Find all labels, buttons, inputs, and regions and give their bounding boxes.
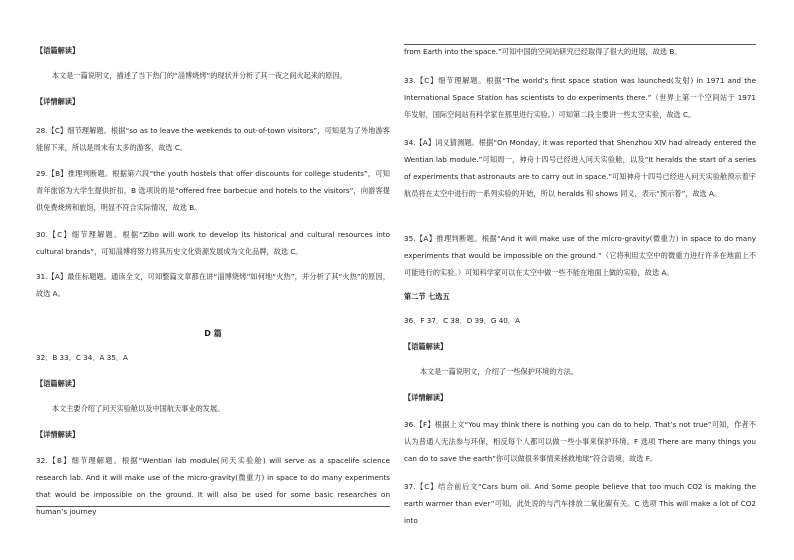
detail-heading-2: 【详情解读】 xyxy=(404,393,448,402)
answer-30: 30.【C】细节理解题。根据“Zibo will work to develop its historical and cultural resources into cultural brands”，可知淄博将努力将其历史文化资源发展成为文化品牌，故选 C。 xyxy=(36,230,390,256)
passage-summary-2: 本文是一篇说明文，介绍了一些保护环境的方法。 xyxy=(419,367,578,376)
passage-summary-heading-d: 【语篇解读】 xyxy=(36,379,80,388)
passage-summary-heading-2: 【语篇解读】 xyxy=(404,342,448,351)
answer-29: 29.【B】推理判断题。根据第六段“the youth hostels that offer discounts for college students”，可知青年旅馆为大学生提供折扣，B 选项说的是“offered free barbecue and hotels to the visitors”，向游客提供免费烧烤和旅馆，明显不符合实际情况，故选 B。 xyxy=(36,169,390,212)
answer-32: 32.【B】细节理解题。根据“Wentian lab module(问天实验舱) will serve as a spacelife science research lab. And it will make use of the micro-gravity(微重力) in space to do many experiments that would be impossible on the ground. It will also be used for some basic researches on human’s journey xyxy=(36,456,390,516)
passage-summary-d: 本文主要介绍了问天实验舱以及中国航天事业的发展。 xyxy=(51,404,225,413)
answer-28: 28.【C】细节理解题。根据“so as to leave the weekends to out-of-town visitors”，可知是为了外地游客能留下来，所以是周末有太多的游客，故选 C。 xyxy=(36,126,390,152)
passage-summary: 本文是一篇说明文，描述了当下热门的“淄博烧烤”的现状并分析了其一夜之间火起来的原因。 xyxy=(51,71,347,80)
section2-title: 第二节 七选五 xyxy=(404,292,450,301)
answer-35: 35.【A】推理判断题。根据“And it will make use of the micro-gravity(微重力) in space to do many experiments that would be impossible on the ground.”（它将利用太空中的微重力进行许多在地面上不可能进行的实验。）可知科学家可以在太空中做一些不能在地面上做的实验，故选 A。 xyxy=(404,234,756,277)
answer-key-section2: 36．F 37．C 38．D 39．G 40．A xyxy=(404,316,520,325)
answer-33: 33.【C】细节理解题。根据“The world’s first space station was launched(发射) in 1971 and the International Space Station has scientists to do experiments there.”（世界上第一个空间站于 1971 年发射，国际空间站有科学家在那里进行实验。）可知第二段主要讲一些太空实验，故选 C。 xyxy=(404,76,756,119)
section-d-title: D 篇 xyxy=(204,329,222,338)
answer-31: 31.【A】最佳标题题。通读全文，可知整篇文章都在讲“淄博烧烤”如何地“火热”，并分析了其“火热”的原因，故选 A。 xyxy=(36,272,390,298)
answer-34: 34.【A】词义猜测题。根据“On Monday, it was reported that Shenzhou XIV had already entered the Wentian lab module.”可知周一，神舟十四号已经进入问天实验舱，以及“It heralds the start of a series of experiments that astronauts are to carry out in space.”可知神舟十四号已经进入问天实验舱预示着宇航员将在太空中进行的一系列实验的开始，所以 heralds 和 shows 同义，表示“预示着”，故选 A。 xyxy=(404,138,756,198)
left-bottom-rule xyxy=(36,506,390,507)
answer-32-continued: from Earth into the space.”可知中国的空间站研究已经取得了很大的进展，故选 B。 xyxy=(404,47,682,56)
passage-summary-heading: 【语篇解读】 xyxy=(36,46,80,55)
answer-36: 36.【F】根据上文“You may think there is nothing you can do to help. That’s not true”可知，作者不认为普通人无法参与环保，相反每个人都可以做一些小事来保护环境。F 选项 There are many things you can do to save the earth”你可以做很多事情来拯救地球”符合语境，故选 F。 xyxy=(404,420,756,463)
detail-heading-d: 【详情解读】 xyxy=(36,430,80,439)
answer-key-d: 32．B 33．C 34．A 35．A xyxy=(36,353,128,362)
answer-37: 37.【C】结合前后文“Cars burn oil. And Some people believe that too much CO2 is making the earth warmer than ever”可知，此处说的与汽车排放二氧化碳有关。C 选项 This will make a lot of CO2 into xyxy=(404,482,756,525)
detail-heading: 【详情解读】 xyxy=(36,97,80,106)
right-top-rule xyxy=(404,44,756,45)
